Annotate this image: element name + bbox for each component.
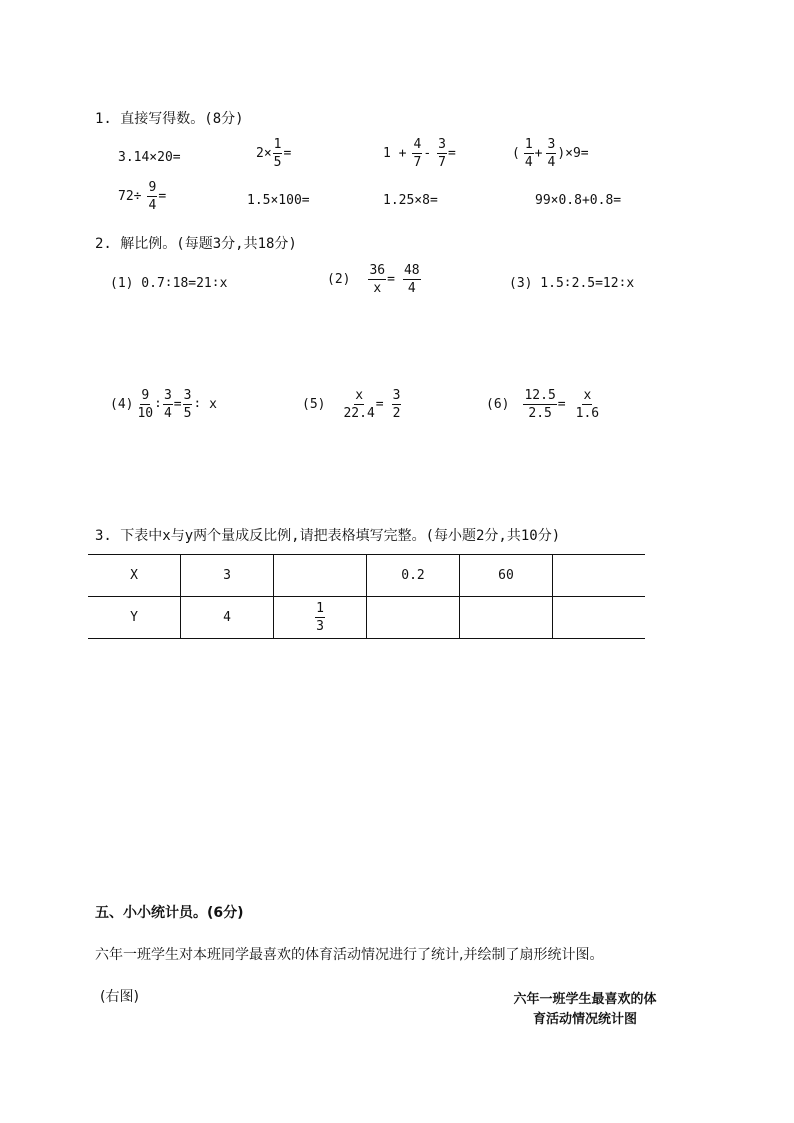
q1-item-b-pre: 2× [256,146,272,161]
q2-problem-4-label: (4) [110,397,134,412]
q1-item-e-post: = [158,189,167,204]
denominator: 4 [163,406,172,421]
table-cell-blank [274,555,367,597]
q1-item-c-fraction-2 [437,138,447,169]
q2-problem-4-fraction-1 [137,389,153,420]
q2-problem-2-eq: = [387,272,395,287]
q2-problem-5-label: (5) [302,397,326,412]
denominator: 2.5 [528,406,552,421]
q2-problem-5-fraction-2 [392,389,402,420]
q2-problem-4-fraction-2 [163,389,173,420]
q2-problem-4-colon: ∶ [154,397,162,412]
table-cell: 4 [181,597,274,639]
q1-item-d-pre: ( [512,146,520,161]
q1-item-d-post: )×9= [557,146,589,161]
numerator: 3 [163,388,172,403]
numerator: 4 [413,137,422,152]
numerator: x [355,388,364,403]
numerator: 48 [403,263,420,278]
pie-chart-title-line-2: 育活动情况统计图 [532,1012,637,1027]
q2-heading: 2. 解比例。(每题3分,共18分) [95,236,297,252]
section-5-note: (右图) [100,989,139,1005]
q1-item-f: 1.5×100= [247,193,310,208]
denominator: 2 [392,406,401,421]
q1-item-b-fraction [273,138,283,169]
numerator: 9 [148,180,157,195]
q1-item-a: 3.14×20= [118,150,181,165]
table-cell: Y [88,597,181,639]
q2-problem-5 [302,389,402,420]
q2-problem-4-eq: = [173,397,182,412]
y-fraction [315,602,325,633]
q2-problem-5-fraction-1 [343,389,374,420]
q2-problem-6-eq: = [557,397,566,412]
q1-item-b [256,138,291,169]
denominator: 22.4 [343,406,375,421]
q1-item-b-post: = [283,146,292,161]
pie-chart-title [490,990,680,1030]
q1-item-c-pre: 1 + [383,146,407,161]
q2-problem-2-fraction-1 [368,264,386,295]
q2-problem-6-fraction-2 [576,389,599,420]
section-5-title: 五、小小统计员。(6分) [95,905,244,921]
numerator: 3 [547,137,556,152]
q1-heading: 1. 直接写得数。(8分) [95,111,244,127]
table-cell: 3 [181,555,274,597]
table-row-x [88,555,645,597]
q1-item-h: 99×0.8+0.8= [535,193,622,208]
q2-problem-3: (3) 1.5∶2.5=12∶x [509,276,635,291]
q2-problem-6 [486,389,600,420]
q2-problem-6-label: (6) [486,397,510,412]
inverse-proportion-table [88,554,645,639]
section-5-description: 六年一班学生对本班同学最喜欢的体育活动情况进行了统计,并绘制了扇形统计图。 [95,947,604,963]
denominator: 4 [148,198,157,213]
q2-problem-2-fraction-2 [403,264,421,295]
denominator: 7 [438,155,446,170]
denominator: 7 [413,155,422,170]
q1-item-e-fraction [147,181,157,212]
q1-item-e [118,181,166,212]
numerator: 9 [141,388,150,403]
numerator: x [583,388,592,403]
q1-item-g: 1.25×8= [383,193,438,208]
denominator: 5 [183,406,192,421]
denominator: 5 [273,155,282,170]
denominator: 3 [316,619,324,634]
table-row-y [88,597,645,639]
pie-chart-title-line-1: 六年一班学生最喜欢的体 [513,992,657,1007]
q2-problem-2-label: (2) [327,272,351,287]
q1-item-e-pre: 72÷ [118,189,142,204]
denominator: 10 [137,406,154,421]
numerator: 12.5 [524,388,556,403]
q2-problem-4 [110,389,217,420]
numerator: 1 [524,137,533,152]
q2-problem-6-fraction-1 [523,389,556,420]
q3-heading: 3. 下表中x与y两个量成反比例,请把表格填写完整。(每小题2分,共10分) [95,528,561,544]
q2-problem-4-fraction-3 [183,389,193,420]
q1-item-d-fraction-1 [524,138,534,169]
denominator: 1.6 [575,406,600,421]
numerator: 36 [369,263,386,278]
q1-item-d-fraction-2 [546,138,556,169]
denominator: 4 [407,281,416,296]
q1-item-c-fraction-1 [412,138,422,169]
q2-problem-1: (1) 0.7∶18=21∶x [110,276,228,291]
q1-item-d [512,138,589,169]
numerator: 1 [316,601,324,616]
q2-problem-2 [327,264,422,295]
table-cell: 60 [460,555,553,597]
denominator: 4 [524,155,533,170]
q1-item-c-post: = [447,146,456,161]
q1-item-d-op: + [534,146,543,161]
numerator: 1 [273,137,282,152]
table-cell-blank [553,555,646,597]
table-cell-blank [367,597,460,639]
numerator: 3 [183,388,192,403]
q2-problem-5-eq: = [375,397,384,412]
table-cell-fraction [274,597,367,639]
q1-item-c [383,138,456,169]
numerator: 3 [438,137,446,152]
table-cell: 0.2 [367,555,460,597]
q2-problem-4-tail: ∶ x [193,397,217,412]
denominator: 4 [547,155,556,170]
q1-item-c-op: - [423,146,432,161]
table-cell-blank [460,597,553,639]
numerator: 3 [392,388,401,403]
table-cell: X [88,555,181,597]
table-cell-blank [553,597,646,639]
denominator: x [373,281,382,296]
